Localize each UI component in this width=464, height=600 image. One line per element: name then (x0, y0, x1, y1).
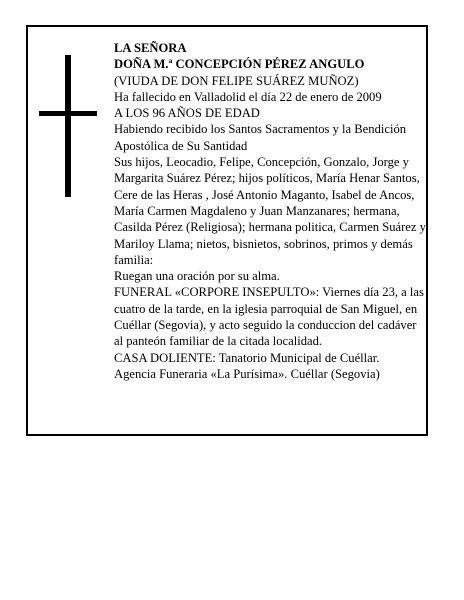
age-line: A LOS 96 AÑOS DE EDAD (114, 106, 260, 121)
sacraments-paragraph: Habiendo recibido los Santos Sacramentos y la Bendición Apostólica de Su Santidad (114, 122, 407, 153)
family-paragraph: Sus hijos, Leocadio, Felipe, Concepción, Gonzalo, Jorge y Margarita Suárez Pérez; hijos políticos, María Henar Santos, Cere de las Heras , José Antonio Maganto, Isabel de Ancos, María Carmen Magdaleno y Juan Manzanares; hermana, Casilda Pérez (Religiosa); hermana politica, Carmen Suárez y Mariloy Llama; nietos, bisnietos, sobrinos, primos y demás familia: (114, 155, 426, 267)
deceased-name: DOÑA M.ª CONCEPCIÓN PÉREZ ANGULO (114, 57, 365, 72)
death-line: Ha fallecido en Valladolid el día 22 de enero de 2009 (114, 89, 382, 104)
obituary-notice (26, 25, 428, 436)
notice-heading: LA SEÑORA (114, 41, 187, 55)
cross-icon (39, 55, 97, 197)
casa-doliente-line: CASA DOLIENTE: Tanatorio Municipal de Cuéllar. (114, 350, 380, 365)
funeral-paragraph: FUNERAL «CORPORE INSEPULTO»: Viernes día 23, a las cuatro de la tarde, en la iglesia parroquial de San Miguel, en Cuéllar (Segovia), y acto seguido la conduccion del cadáver al panteón familiar de la citada localidad. (114, 285, 424, 349)
agency-line: Agencia Funeraria «La Purísima». Cuéllar (Segovia) (114, 366, 380, 381)
notice-text (114, 40, 426, 382)
prayer-line: Ruegan una oración por su alma. (114, 269, 280, 284)
widow-line: (VIUDA DE DON FELIPE SUÁREZ MUÑOZ) (114, 73, 359, 88)
cross-vertical-bar (65, 55, 71, 197)
cross-horizontal-bar (39, 111, 97, 116)
